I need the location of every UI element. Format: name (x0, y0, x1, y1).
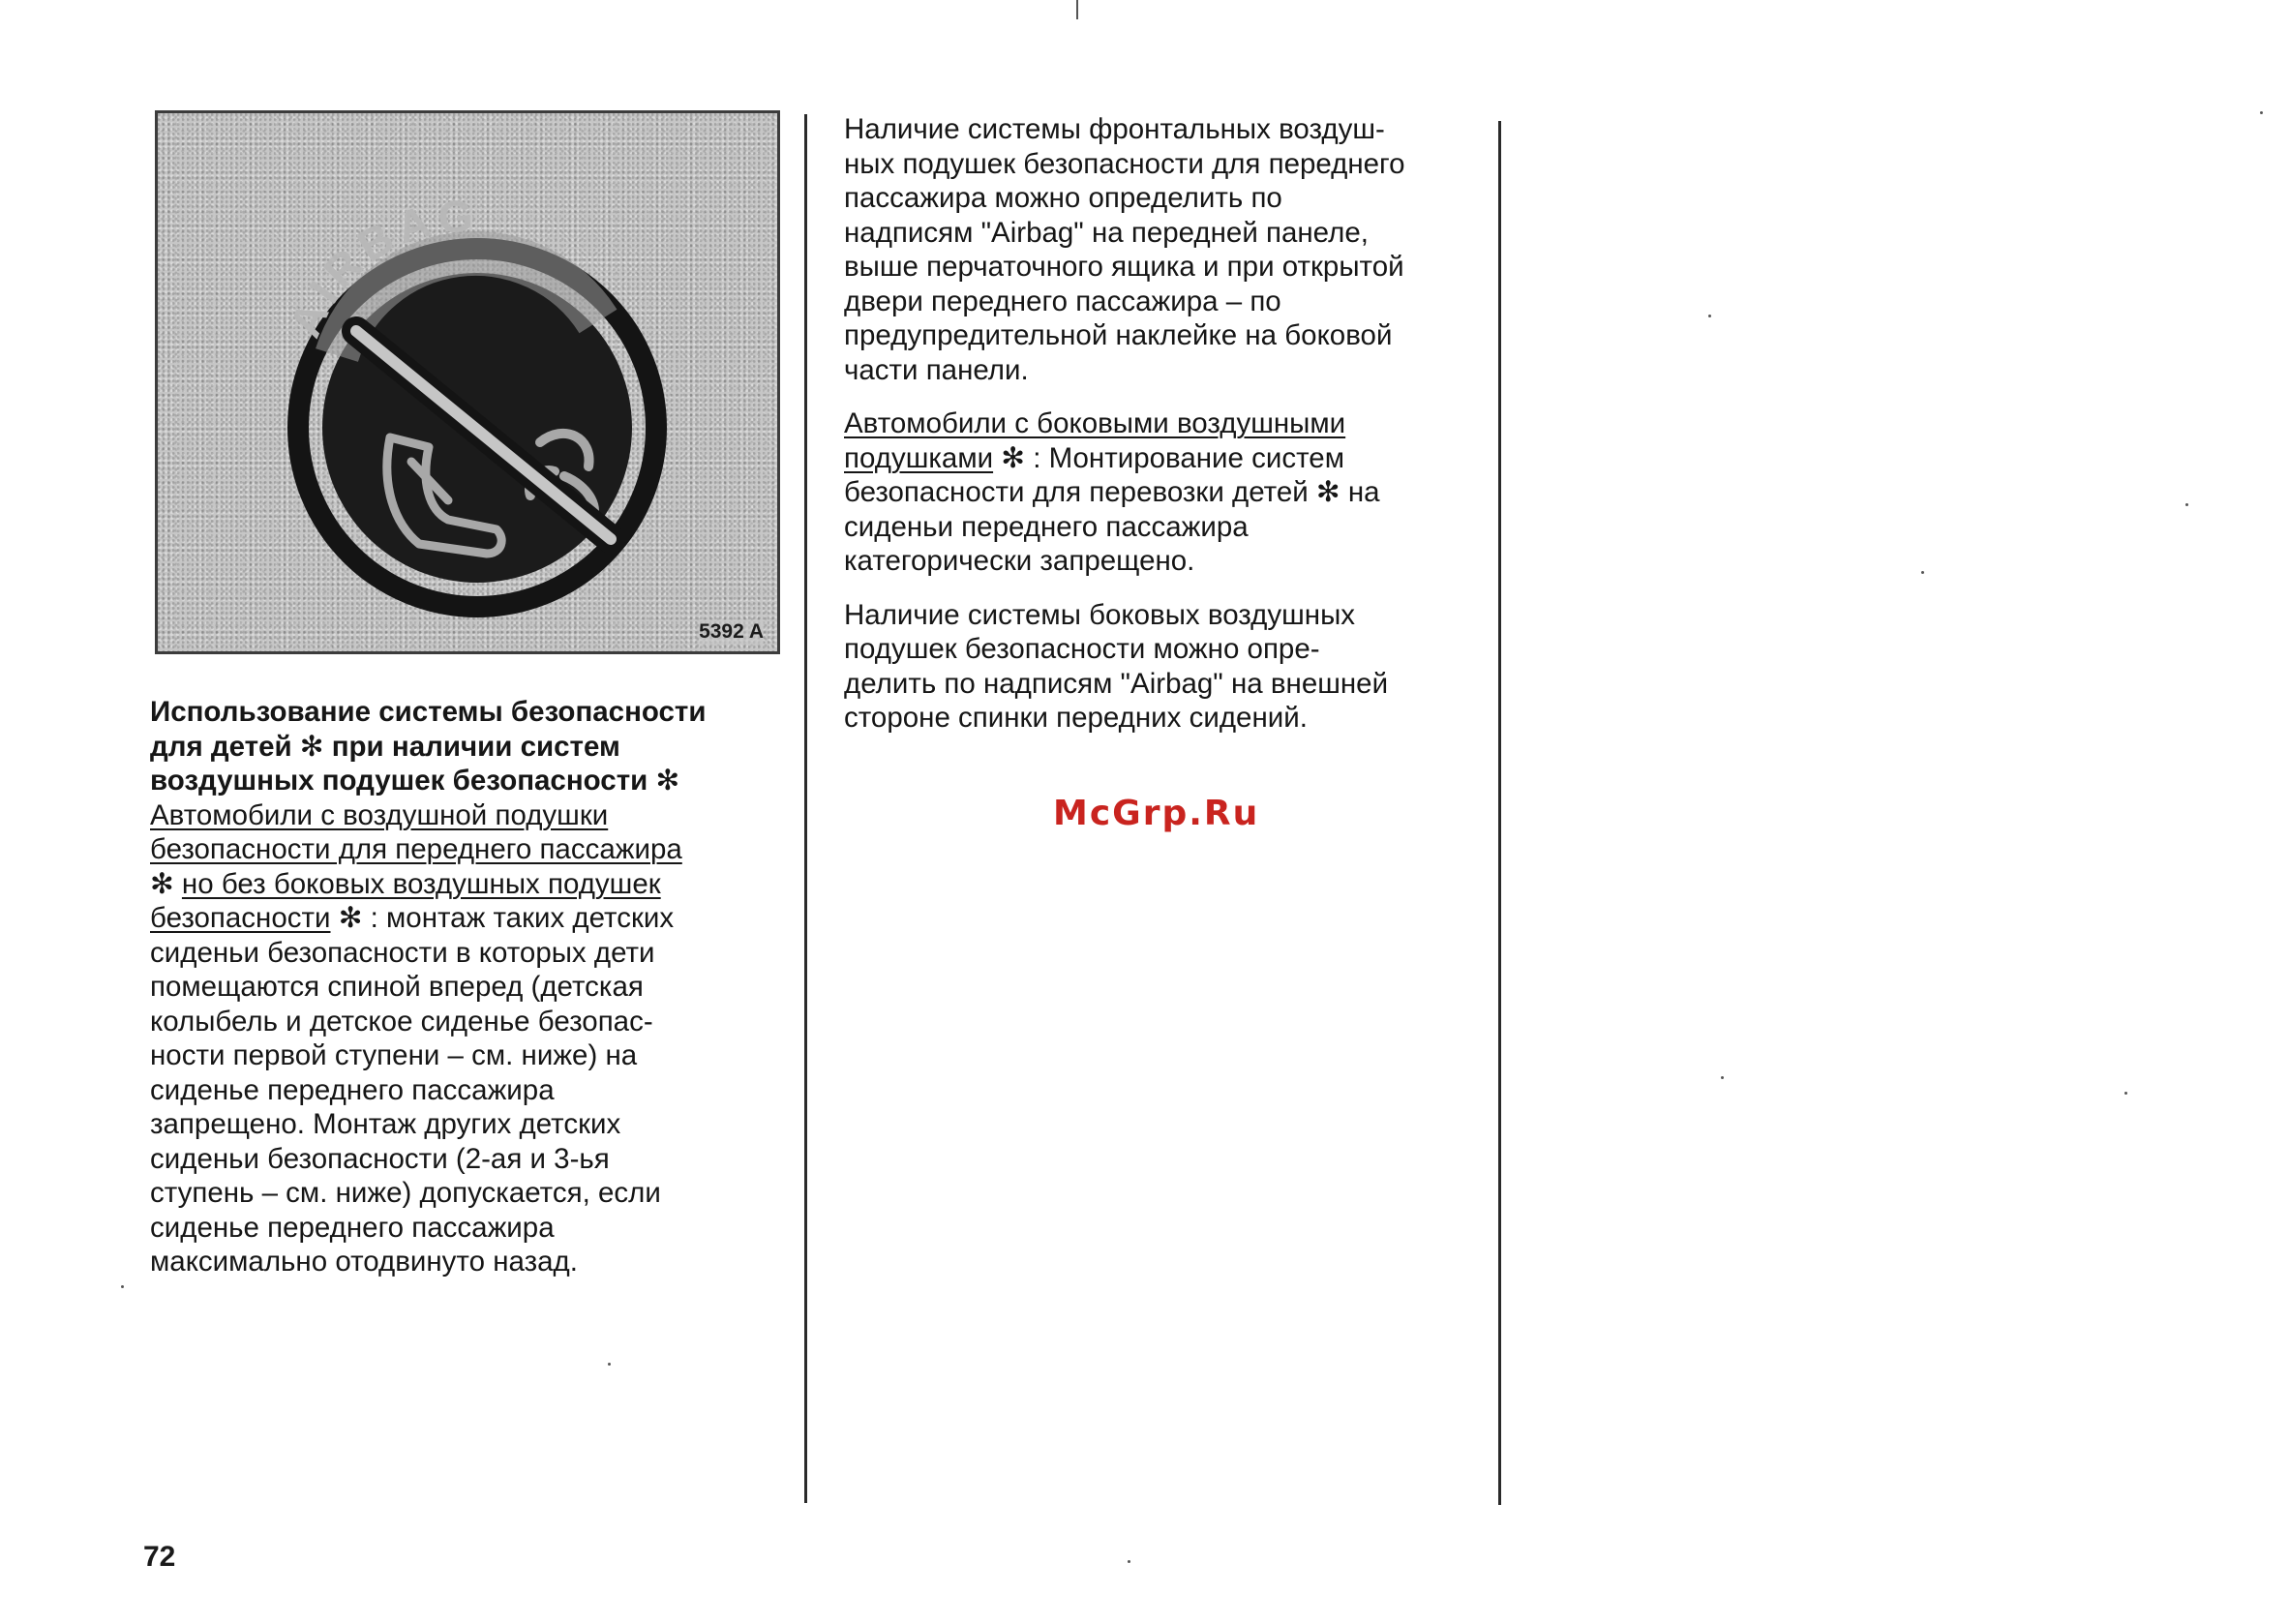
page-number: 72 (143, 1541, 176, 1573)
middle-text-column (844, 112, 1483, 755)
body-line: Наличие системы боковых воздушных (844, 598, 1356, 631)
body-line: подушек безопасности можно опре- (844, 633, 1320, 665)
emblem-airbag-text: AIRBAG (279, 190, 480, 345)
underlined-text: но без боковых воздушных подушек (181, 867, 661, 900)
body-line: Наличие системы фронтальных воздуш- (844, 113, 1385, 145)
body-line: категорически запрещено. (844, 545, 1195, 577)
mixed-line (844, 441, 1483, 476)
body-line: сиденьи безопасности в которых дети (150, 936, 655, 969)
body-line: запрещено. Монтаж других детских (150, 1108, 621, 1140)
underlined-text: Автомобили с боковыми воздушными (844, 407, 1346, 439)
airbag-warning-figure (155, 110, 780, 654)
scan-speck (1128, 1560, 1130, 1563)
body-line: помещаются спиной вперед (детская (150, 971, 644, 1003)
body-line: части панели. (844, 353, 1029, 386)
paragraph-side-airbag-warning (844, 406, 1483, 579)
body-line: двери переднего пассажира – по (844, 285, 1281, 317)
body-line: максимально отодвинуто назад. (150, 1246, 578, 1278)
scan-speck (1708, 315, 1711, 317)
paragraph-frontal-airbag (844, 112, 1483, 387)
body-line: ности первой ступени – см. ниже) на (150, 1039, 638, 1071)
body-line: стороне спинки передних сидений. (844, 702, 1308, 734)
figure-code: 5392 A (699, 620, 764, 643)
mixed-line-4 (150, 901, 789, 936)
scan-speck (2260, 111, 2263, 114)
watermark: McGrp.Ru (1053, 794, 1260, 833)
scan-speck (1721, 1076, 1724, 1079)
asterisk-icon: ✻ (150, 867, 174, 900)
body-line: надписям "Airbag" на передней панеле, (844, 216, 1369, 249)
scan-speck (608, 1363, 611, 1366)
body-text: ✻ : монтаж таких детских (338, 902, 675, 934)
underlined-line (844, 406, 1483, 441)
heading-line-3: воздушных подушек безопасности ✻ (150, 765, 680, 797)
body-line: сиденье переднего пассажира (150, 1073, 555, 1106)
body-line: сиденьи переднего пассажира (844, 510, 1249, 543)
column-divider-left (804, 114, 807, 1503)
body-line: выше перчаточного ящика и при открытой (844, 251, 1404, 283)
heading-line-1: Использование системы безопасности (150, 696, 707, 728)
scan-speck (121, 1285, 124, 1288)
body-line: пассажира можно определить по (844, 182, 1282, 214)
underlined-text: безопасности (150, 902, 331, 934)
heading-line-2: для детей ✻ при наличии систем (150, 730, 620, 763)
body-line: сиденье переднего пассажира (150, 1211, 555, 1244)
body-text: ✻ : Монтирование систем (1001, 441, 1344, 474)
top-tick-mark (1076, 0, 1078, 19)
column-divider-right (1498, 121, 1501, 1505)
no-child-seat-airbag-icon (158, 113, 777, 651)
body-line: делить по надписям "Airbag" на внешней (844, 667, 1389, 700)
underlined-text: Автомобили с воздушной подушки (150, 798, 609, 831)
scan-speck (1921, 571, 1924, 574)
underlined-text: безопасности для переднего пассажира (150, 833, 682, 865)
body-line: колыбель и детское сиденье безопас- (150, 1005, 653, 1038)
paragraph-side-airbag-detect (844, 598, 1483, 736)
underlined-line-2 (150, 832, 789, 867)
underlined-text: подушками (844, 441, 994, 474)
body-line: ступень – см. ниже) допускается, если (150, 1177, 661, 1209)
scan-speck (2124, 1092, 2127, 1095)
scan-speck (2185, 503, 2188, 506)
underlined-line-1 (150, 798, 789, 833)
body-line: сиденьи безопасности (2-ая и 3-ья (150, 1142, 610, 1175)
body-line: безопасности для перевозки детей ✻ на (844, 476, 1380, 508)
body-line: предупредительной наклейке на боковой (844, 319, 1393, 351)
underlined-line-3 (150, 867, 789, 902)
left-text-column (150, 695, 789, 1279)
body-line: ных подушек безопасности для переднего (844, 147, 1405, 180)
